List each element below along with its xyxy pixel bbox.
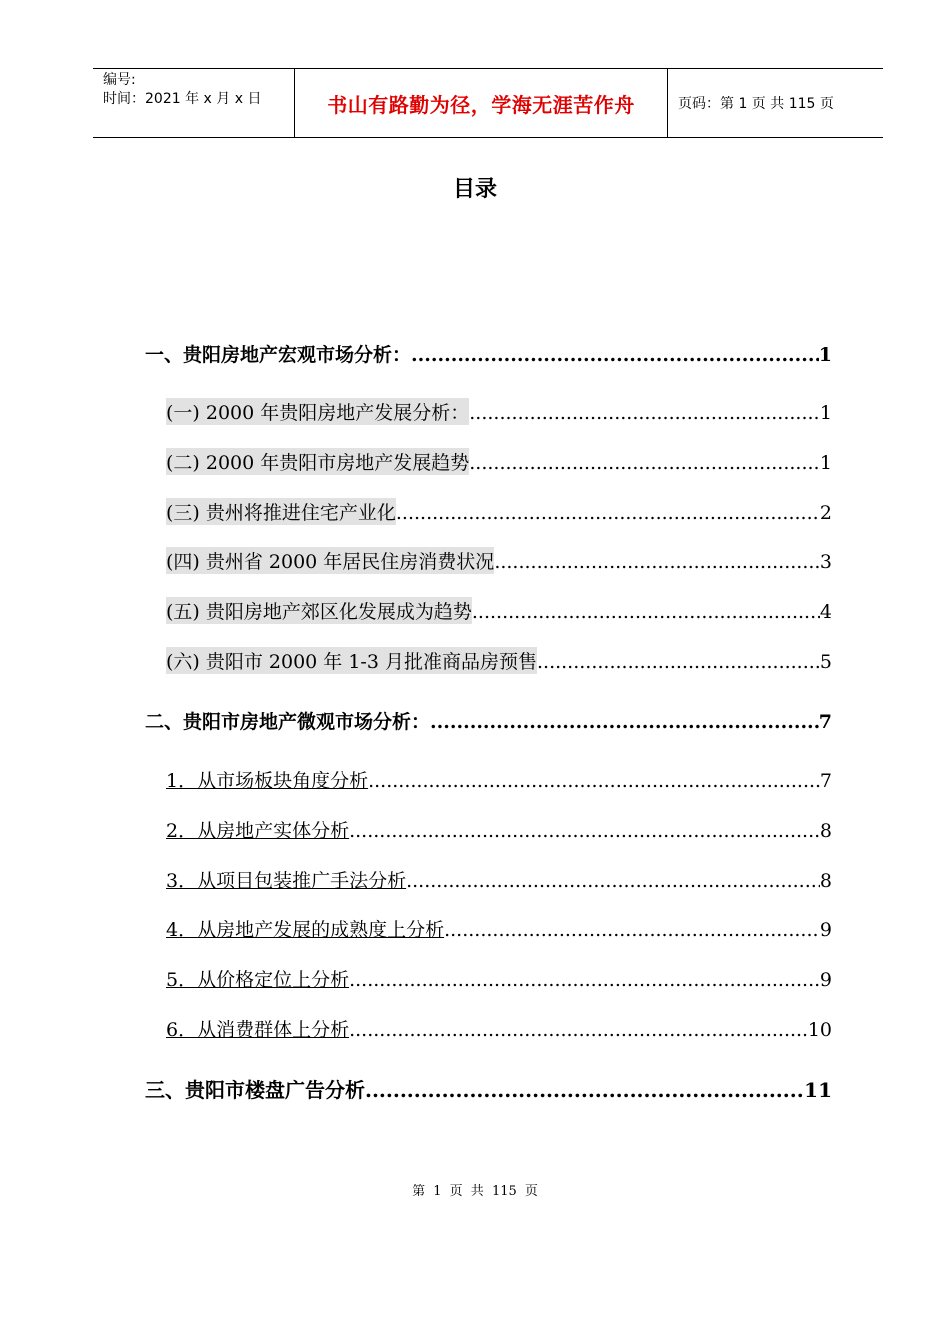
- toc-entry-page: 1: [819, 402, 832, 424]
- toc-entry-label: 2．从房地产实体分析: [166, 820, 350, 842]
- toc-entry-page: 10: [807, 1019, 832, 1041]
- serial-number-label: 编号:: [103, 72, 136, 88]
- toc-entry-page: 1: [818, 344, 832, 366]
- toc-entry-page: 8: [819, 820, 832, 842]
- toc-entry-label: (三) 贵州将推进住宅产业化: [166, 498, 396, 525]
- toc-entry-page: 7: [819, 770, 832, 792]
- header-meta-cell: [93, 69, 295, 137]
- header-page-cell: [668, 69, 883, 137]
- toc-entry[interactable]: [166, 647, 832, 674]
- toc-entry-page: 11: [804, 1078, 832, 1102]
- toc-leader-dots: [494, 551, 820, 573]
- toc-entry[interactable]: [166, 448, 832, 475]
- toc-entry[interactable]: [166, 1015, 832, 1042]
- toc-entry[interactable]: [166, 866, 832, 893]
- page-footer: [0, 1180, 950, 1199]
- toc-leader-dots: [472, 601, 820, 623]
- toc-entry[interactable]: [166, 498, 832, 525]
- toc-entry[interactable]: [166, 398, 832, 425]
- toc-entry-label: 3．从项目包装推广手法分析: [166, 870, 407, 892]
- toc-entry[interactable]: [145, 1074, 832, 1103]
- toc-entry-label: 5．从价格定位上分析: [166, 969, 350, 991]
- footer-total-label: 共: [470, 1184, 484, 1199]
- toc-entry-label: 三、贵阳市楼盘广告分析: [145, 1078, 365, 1102]
- page-code: 页码：第 1 页 共 115 页: [678, 96, 834, 112]
- toc-entry-page: 1: [819, 452, 832, 474]
- toc-leader-dots: [349, 969, 820, 991]
- toc-entry-label: (二) 2000 年贵阳市房地产发展趋势: [166, 448, 469, 475]
- toc-entry-page: 5: [819, 651, 832, 673]
- footer-total-unit: 页: [524, 1184, 538, 1199]
- toc-entry-label: 一、贵阳房地产宏观市场分析：: [145, 344, 412, 366]
- toc-leader-dots: [430, 711, 819, 733]
- toc-entry-label: 6．从消费群体上分析: [166, 1019, 350, 1041]
- toc-entry[interactable]: [166, 816, 832, 843]
- toc-entry[interactable]: [166, 597, 832, 624]
- toc-entry-label: 1．从市场板块角度分析: [166, 770, 369, 792]
- toc-leader-dots: [411, 344, 819, 366]
- toc-entry[interactable]: [166, 766, 832, 793]
- footer-page-label: 第: [412, 1184, 426, 1199]
- time-label: 时间：2021 年 x 月 x 日: [103, 91, 262, 107]
- toc-entry-page: 3: [819, 551, 832, 573]
- footer-total-pages: 115: [491, 1184, 517, 1199]
- toc-entry-label: (四) 贵州省 2000 年居民住房消费状况: [166, 547, 494, 574]
- toc-entry-page: 8: [819, 870, 832, 892]
- header-motto-cell: [295, 69, 668, 137]
- toc-leader-dots: [469, 402, 820, 424]
- toc-entry-label: 二、贵阳市房地产微观市场分析：: [145, 711, 431, 733]
- toc-entry-page: 7: [818, 711, 832, 733]
- toc-leader-dots: [537, 651, 820, 673]
- toc-entry[interactable]: [145, 340, 832, 367]
- page-header: [93, 68, 883, 138]
- toc-entry[interactable]: [166, 965, 832, 992]
- toc-leader-dots: [349, 1019, 808, 1041]
- toc-leader-dots: [368, 770, 820, 792]
- toc-entry-page: 9: [819, 969, 832, 991]
- toc-entry[interactable]: [166, 915, 832, 942]
- toc-entry[interactable]: [145, 707, 832, 734]
- toc-entry-label: (六) 贵阳市 2000 年 1-3 月批准商品房预售: [166, 647, 537, 674]
- toc-leader-dots: [349, 820, 820, 842]
- toc-entry-label: 4．从房地产发展的成熟度上分析: [166, 919, 445, 941]
- toc-leader-dots: [444, 919, 820, 941]
- motto-text: 书山有路勤为径，学海无涯苦作舟: [327, 92, 635, 117]
- toc-leader-dots: [396, 502, 820, 524]
- footer-page-unit: 页: [449, 1184, 463, 1199]
- toc-entry-page: 2: [819, 502, 832, 524]
- toc-leader-dots: [469, 452, 820, 474]
- toc-leader-dots: [365, 1078, 804, 1102]
- toc-entry-page: 4: [819, 601, 832, 623]
- page-title: 目录: [452, 177, 497, 202]
- footer-page-number: 1: [433, 1184, 442, 1199]
- toc-leader-dots: [406, 870, 820, 892]
- toc-entry-label: (五) 贵阳房地产郊区化发展成为趋势: [166, 597, 472, 624]
- toc-entry[interactable]: [166, 547, 832, 574]
- toc-entry-label: (一) 2000 年贵阳房地产发展分析：: [166, 398, 469, 425]
- toc-entry-page: 9: [819, 919, 832, 941]
